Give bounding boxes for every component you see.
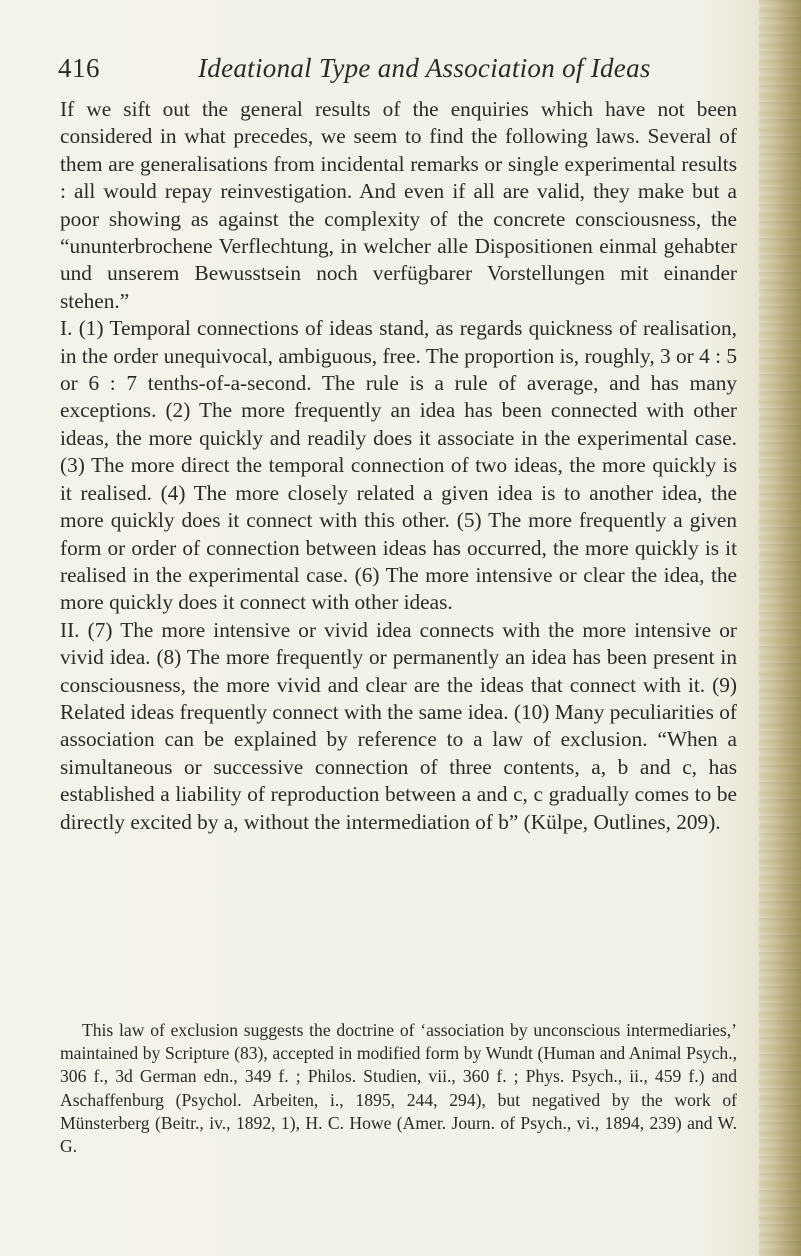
body-text [60,96,737,836]
running-head [58,48,738,88]
paragraph-laws-two: II. (7) The more intensive or vivid idea connects with the more intensive or vivid idea. (8) The more frequently or permanently an idea has been present in consciousness, the more vivid and clear are the ideas that connect with it. (9) Related ideas frequently connect with the same idea. (10) Many peculiarities of association can be explained by reference to a law of exclusion. “When a simultaneous or successive connection of three contents, a, b and c, has established a liability of reproduction between a and c, c gradually comes to be directly excited by a, without the intermediation of b” (Külpe, Outlines, 209). [60,617,737,834]
page-number: 416 [58,53,100,83]
paragraph-laws-one: I. (1) Temporal connections of ideas stand, as regards quickness of realisation, in the order unequivocal, ambiguous, free. The proportion is, roughly, 3 or 4 : 5 or 6 : 7 tenths-of-a-second. The rule is a rule of average, and has many exceptions. (2) The more frequently an idea has been connected with other ideas, the more quickly and readily does it associate in the experimental case. (3) The more direct the temporal connection of two ideas, the more quickly is it realised. (4) The more closely related a given idea is to another idea, the more quickly does it connect with this other. (5) The more frequently a given form or order of connection between ideas has occurred, the more quickly is it realised in the experimental case. (6) The more intensive or clear the idea, the more quickly does it connect with other ideas. [60,316,737,615]
footnote-text: This law of exclusion suggests the doctrine of ‘association by unconscious intermediaries,’ maintained by Scripture (83), accepted in modified form by Wundt (Human and Animal Psych., 306 f., 3d German edn., 349 f. ; Philos. Studien, vii., 360 f. ; Phys. Psych., ii., 459 f.) and Aschaffenburg (Psychol. Arbeiten, i., 1895, 244, 294), but negatived by the work of Münsterberg (Beitr., iv., 1892, 1), H. C. Howe (Amer. Journ. of Psych., vi., 1894, 239) and W. G. [60,1020,737,1157]
paragraph-intro: If we sift out the general results of the enquiries which have not been considered in what precedes, we seem to find the following laws. Several of them are generalisations from incidental remarks or single experimental results : all would repay reinvestigation. And even if all are valid, they make but a poor showing as against the complexity of the concrete consciousness, the “ununterbrochene Verflechtung, in welcher alle Dispositionen einmal gehabter und unserem Bewusstsein noch verfügbarer Vorstellungen mit einander stehen.” [60,97,737,313]
running-title: Ideational Type and Association of Ideas [198,53,651,83]
footnote [60,1019,737,1158]
page-binding-edge [759,0,801,1256]
